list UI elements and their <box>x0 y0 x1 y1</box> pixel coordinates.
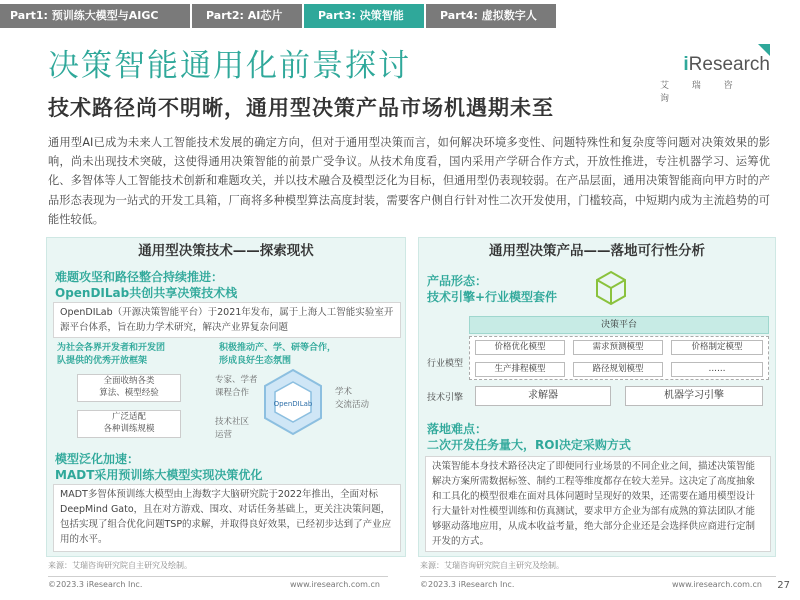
tech-engine-label: 技术引擎 <box>427 393 464 403</box>
technology-panel <box>46 237 406 557</box>
left-url[interactable]: www.iresearch.com.cn <box>290 580 380 589</box>
product-panel <box>418 237 776 557</box>
iresearch-logo <box>660 44 770 104</box>
academic-note-2: 交流活动 <box>335 400 370 410</box>
framework-note-1: 为社会各界开发者和开发团 <box>57 343 166 353</box>
expert-note-1: 专家、学者 <box>215 375 258 385</box>
right-copyright: ©2023.3 iResearch Inc. <box>420 580 515 589</box>
framework-note-2: 队提供的优秀开放框架 <box>57 356 148 366</box>
difficulty-label: 落地难点： <box>427 422 488 436</box>
difficulty-value: 二次开发任务量大，ROI决定采购方式 <box>427 438 631 452</box>
tab-part4[interactable]: Part4: 虚拟数字人 <box>426 4 556 28</box>
opendilab-description: OpenDILab（开源决策智能平台）于2021年发布，属于上海人工智能实验室开源平台体系，旨在助力学术研究，解决产业界复杂问题 <box>53 302 401 338</box>
left-copyright: ©2023.3 iResearch Inc. <box>48 580 143 589</box>
left-source: 来源：艾瑞咨询研究院自主研究及绘制。 <box>48 561 192 570</box>
right-url[interactable]: www.iresearch.com.cn <box>672 580 762 589</box>
section-tabs <box>0 4 800 28</box>
madt-heading-2: MADT采用预训练大模型实现决策优化 <box>55 468 263 482</box>
right-footer-line <box>420 576 776 577</box>
tab-part3[interactable]: Part3: 决策智能 <box>304 4 424 28</box>
madt-heading-1: 模型泛化加速： <box>55 452 140 466</box>
decision-platform-bar: 决策平台 <box>469 316 769 334</box>
model-pricing: 价格制定模型 <box>671 340 763 355</box>
expert-note-2: 课程合作 <box>215 388 250 398</box>
community-note-2: 运营 <box>215 430 233 440</box>
right-source: 来源：艾瑞咨询研究院自主研究及绘制。 <box>420 561 564 570</box>
madt-description: MADT多智体预训练大模型由上海数字大脑研究院于2022年推出，全面对标DeepMind Gato，且在对方游戏、围攻、对话任务基础上，更关注决策问题，包括实现了组合优化问题TSP的求解，并取得良好效果，已经初步达到了产业应用的水平。 <box>53 484 401 552</box>
technology-panel-title: 通用型决策技术——探索现状 <box>138 243 314 259</box>
product-form-label: 产品形态： <box>427 274 488 288</box>
tab-part1[interactable]: Part1: 预训练大模型与AIGC <box>0 4 190 28</box>
academic-note-1: 学术 <box>335 387 353 397</box>
engine-ml: 机器学习引擎 <box>625 386 763 406</box>
opendilab-heading-2: OpenDILab共创共享决策技术栈 <box>55 286 238 300</box>
page-title: 决策智能通用化前景探讨 <box>48 48 411 84</box>
product-form-value: 技术引擎+行业模型套件 <box>427 290 558 304</box>
page-number: 27 <box>777 580 790 591</box>
ecosystem-note-1: 积极推动产、学、研等合作， <box>219 343 337 353</box>
hex-label: OpenDILab <box>273 400 313 408</box>
tab-part2[interactable]: Part2: AI芯片 <box>192 4 302 28</box>
model-price-optimization: 价格优化模型 <box>475 340 565 355</box>
model-route-planning: 路径规划模型 <box>573 362 663 377</box>
logo-text: iResearch <box>683 54 770 75</box>
opendilab-heading-1: 难题攻坚和路径整合持续推进： <box>55 270 224 284</box>
product-panel-title: 通用型决策产品——落地可行性分析 <box>489 243 705 259</box>
opendilab-hex-icon <box>257 366 329 438</box>
industry-model-label: 行业模型 <box>427 359 464 369</box>
logo-subtitle: 艾 瑞 咨 询 <box>660 81 743 104</box>
model-demand-forecast: 需求预测模型 <box>573 340 663 355</box>
page-subtitle: 技术路径尚不明晰，通用型决策产品市场机遇期未至 <box>48 96 554 120</box>
algorithm-box: 全面收纳各类 算法、模型经验 <box>77 374 181 402</box>
engine-solver: 求解器 <box>475 386 611 406</box>
scale-box: 广泛适配 各种训练规模 <box>77 410 181 438</box>
difficulty-description: 决策智能本身技术路径决定了即便同行业场景的不同企业之间，描述决策智能解决方案所需数据标签、制约工程等维度都存在较大差异。这决定了高度抽象和工具化的模型很难在面对具体问题时呈现好的效果，还需要在通用模型设计行大量针对性模型训练和仿真测试，要求甲方企业为部有成熟的算法团队才能够驱动落地应用，从成本收益考量，绝大部分企业还是会选择供应商进行定制开发的方式。 <box>425 456 771 552</box>
intro-paragraph: 通用型AI已成为未来人工智能技术发展的确定方向，但对于通用型决策而言，如何解决环境多变性、问题特殊性和复杂度等问题对决策效果的影响，尚未出现技术突破，这使得通用决策智能的前景广受争议。从技术角度看，国内采用产学研合作方式，开放性推进，专注机器学习、运筹优化、多智体等人工智能技术创新和难题攻关，并以技术融合及模型泛化为目标，但通用型仍表现较弱。在产品层面，通用决策智能商向甲方时的产品形态表现为一站式的开发工具箱，厂商将多种模型算法高度封装，需要客户侧自行针对性二次开发使用，门槛较高，中短期内成为主流趋势的可能性较低。 <box>48 136 770 226</box>
left-footer-line <box>48 576 388 577</box>
community-note-1: 技术社区 <box>215 417 250 427</box>
ecosystem-note-2: 形成良好生态氛围 <box>219 356 292 366</box>
model-production-scheduling: 生产排程模型 <box>475 362 565 377</box>
cube-funnel-icon <box>591 268 631 308</box>
model-more: …… <box>671 362 763 377</box>
